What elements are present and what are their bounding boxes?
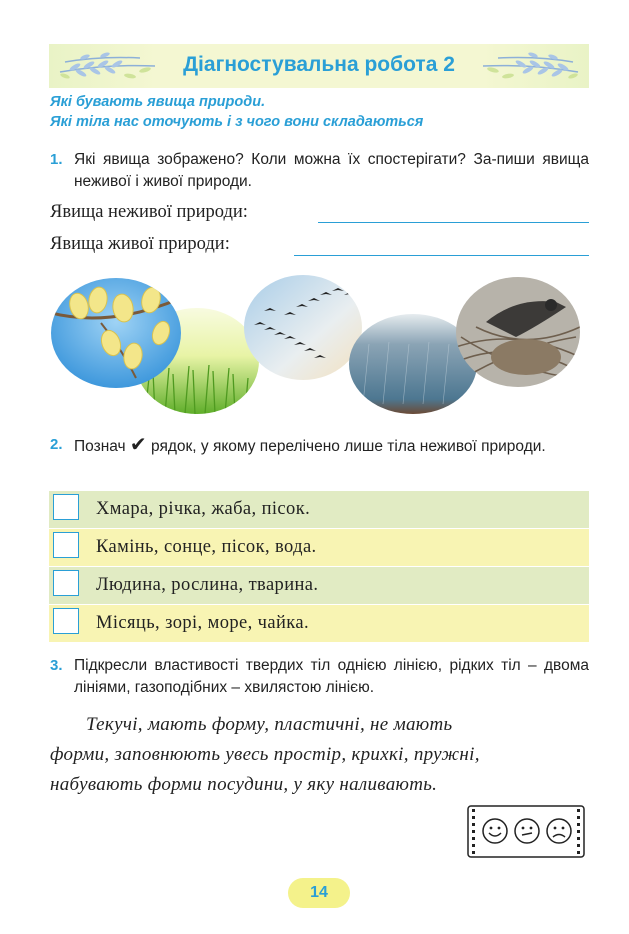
option-label: Хмара, річка, жаба, пісок.	[96, 499, 311, 519]
page-number: 14	[310, 884, 328, 901]
smile-icon[interactable]	[481, 817, 509, 845]
task-instruction: Які явища зображено? Коли можна їх спостерігати? За-пиши явища неживої і живої природи.	[74, 151, 589, 190]
option-row[interactable]	[49, 605, 589, 642]
italic-line[interactable]: форми, заповнюють увесь простір, крихкі, пружні,	[50, 744, 480, 765]
task-instruction: Підкресли властивості твердих тіл однією лінією, рідких тіл – двома лініями, газоподібних – хвилястою лінією.	[74, 657, 589, 696]
leaf-ornament-right-icon	[473, 50, 583, 82]
option-label: Людина, рослина, тварина.	[96, 575, 319, 595]
option-label: Камінь, сонце, пісок, вода.	[96, 537, 317, 557]
task2-text-before: Познач	[74, 438, 126, 455]
page-number-badge	[288, 878, 350, 908]
photo-willow-catkins	[51, 278, 181, 388]
self-assessment-panel	[467, 805, 585, 858]
option-row[interactable]	[49, 567, 589, 604]
option-checkbox[interactable]	[53, 532, 79, 558]
neutral-icon[interactable]	[513, 817, 541, 845]
living-label: Явища живої природи:	[50, 234, 230, 254]
option-label: Місяць, зорі, море, чайка.	[96, 613, 310, 633]
task-number: 1.	[50, 151, 63, 168]
answer-line-living[interactable]	[294, 255, 589, 256]
option-row[interactable]	[49, 529, 589, 566]
option-checkbox[interactable]	[53, 608, 79, 634]
option-row[interactable]	[49, 491, 589, 528]
photo-flying-geese	[244, 275, 362, 380]
header-banner	[49, 44, 589, 88]
topic-subtitle: Які бувають явища природи.	[50, 94, 266, 110]
page-title: Діагностувальна робота 2	[183, 53, 455, 76]
task2-text-after: рядок, у якому перелічено лише тіла неживої природи.	[151, 438, 546, 455]
photo-crows-nest	[456, 277, 580, 387]
answer-line-nonliving[interactable]	[318, 222, 589, 223]
italic-line[interactable]: Текучі, мають форму, пластичні, не мають	[86, 714, 453, 735]
italic-line[interactable]: набувають форми посудини, у яку наливають.	[50, 774, 438, 795]
option-checkbox[interactable]	[53, 494, 79, 520]
checkmark-icon: ✔	[129, 434, 147, 456]
task-number: 3.	[50, 657, 63, 674]
nonliving-label: Явища неживої природи:	[50, 202, 248, 222]
task-number: 2.	[50, 436, 63, 453]
topic-subtitle: Які тіла нас оточують і з чого вони складаються	[50, 114, 424, 130]
task-instruction	[74, 434, 589, 458]
option-checkbox[interactable]	[53, 570, 79, 596]
sad-icon[interactable]	[545, 817, 573, 845]
